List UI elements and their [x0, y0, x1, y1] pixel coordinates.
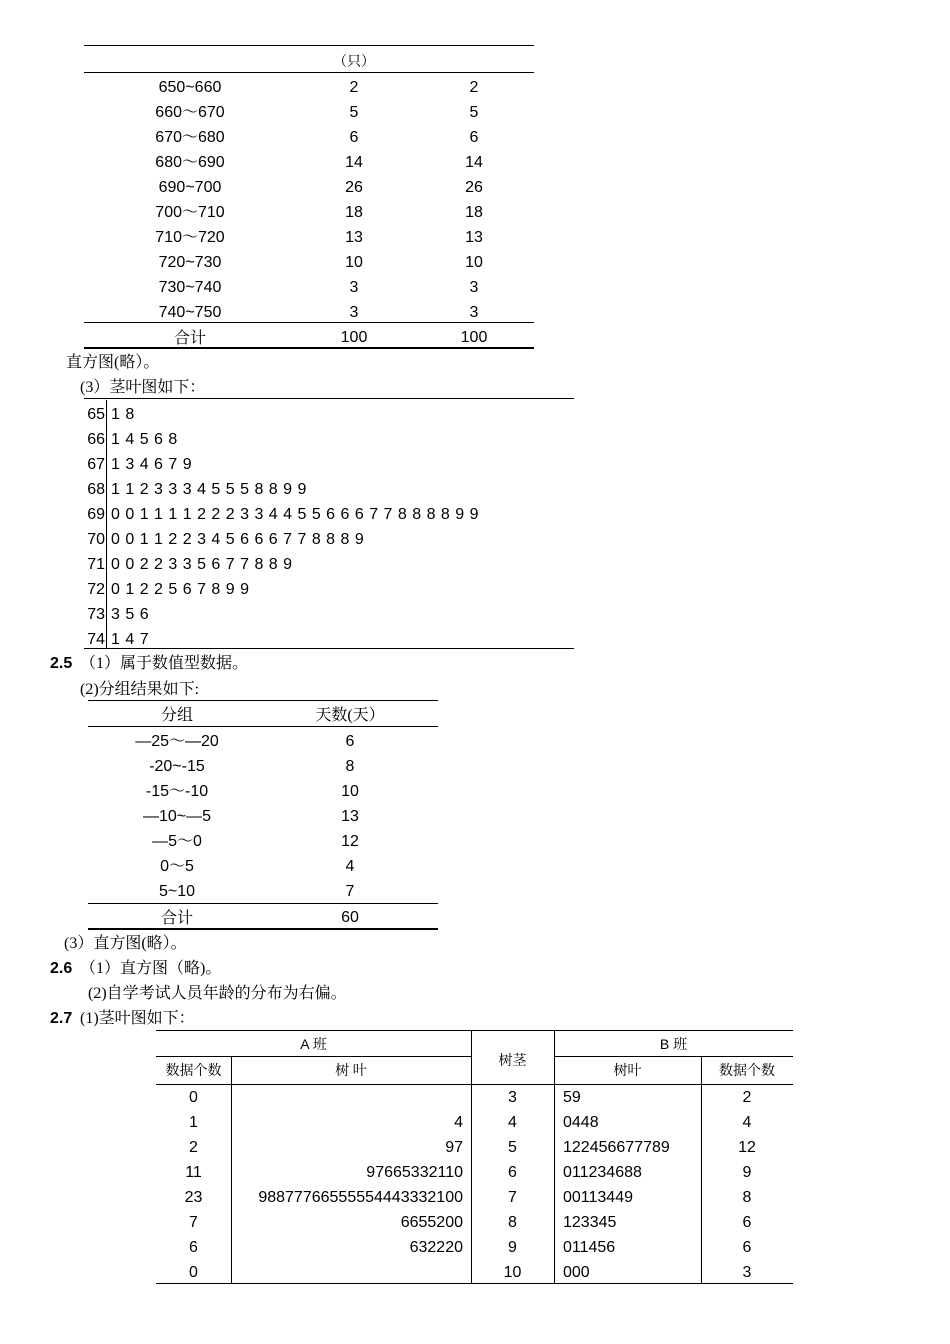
- leaf-values: 1 4 5 6 8: [111, 431, 178, 448]
- group-cell: —5～0: [152, 833, 202, 850]
- days-cell: 13: [341, 808, 359, 825]
- a-leaf-cell: 4: [454, 1114, 463, 1131]
- stem-leaf-bottom-rule: [84, 648, 574, 649]
- a-leaf-header: 树 叶: [335, 1064, 367, 1079]
- stem-value: 67: [87, 456, 105, 473]
- stem-value: 68: [87, 481, 105, 498]
- total-value: 60: [341, 909, 359, 926]
- stem-cell: 5: [508, 1139, 517, 1156]
- section-line: (2)分组结果如下:: [80, 681, 200, 698]
- count-cell: 3: [349, 279, 359, 296]
- leaf-values: 0 0 2 2 3 3 5 6 7 7 8 8 9: [111, 556, 293, 573]
- count-cell: 13: [465, 229, 483, 246]
- a-count-cell: 11: [185, 1164, 202, 1181]
- range-cell: 730~740: [158, 279, 222, 296]
- stem-value: 70: [87, 531, 105, 548]
- range-cell: 740~750: [158, 304, 222, 321]
- range-cell: 650~660: [158, 79, 222, 96]
- stem-value: 71: [87, 556, 105, 573]
- leaf-values: 1 4 7: [111, 631, 150, 648]
- stem-leaf-top-rule: [84, 398, 574, 399]
- count-cell: 6: [469, 129, 479, 146]
- header-rule: [88, 726, 438, 727]
- days-cell: 4: [345, 858, 355, 875]
- group-cell: -20~-15: [149, 758, 205, 775]
- range-cell: 690~700: [158, 179, 222, 196]
- count-cell: 26: [465, 179, 483, 196]
- table-bottom-rule: [84, 347, 534, 349]
- stem-header: 树茎: [498, 1054, 527, 1069]
- days-cell: 6: [345, 733, 355, 750]
- range-cell: 700～710: [155, 204, 225, 221]
- total-rule: [84, 322, 534, 323]
- a-count-cell: 7: [189, 1214, 198, 1231]
- b-leaf-cell: 59: [563, 1089, 581, 1106]
- b-count-cell: 6: [742, 1214, 752, 1231]
- count-cell: 18: [345, 204, 363, 221]
- count-cell: 5: [349, 104, 359, 121]
- a-leaf-cell: [231, 1085, 463, 1110]
- b-leaf-cell: 000: [563, 1264, 590, 1281]
- a-class-header: A 班: [300, 1036, 327, 1052]
- section-line: (3）直方图(略）。: [64, 935, 187, 952]
- a-leaf-cell: 97665332110: [366, 1164, 463, 1181]
- count-cell: 14: [345, 154, 363, 171]
- header-rule: [84, 72, 534, 73]
- group-cell: 5~10: [158, 883, 196, 900]
- leaf-values: 1 8: [111, 406, 135, 423]
- count-cell: 5: [469, 104, 479, 121]
- b-count-cell: 3: [742, 1264, 752, 1281]
- section-number: 2.7: [50, 1010, 73, 1027]
- count-cell: 3: [469, 279, 479, 296]
- stem-value: 65: [87, 406, 105, 423]
- a-count-cell: 6: [189, 1239, 198, 1256]
- count-cell: 26: [345, 179, 363, 196]
- count-cell: 3: [469, 304, 479, 321]
- stem-cell: 7: [508, 1189, 517, 1206]
- range-cell: 660～670: [155, 104, 225, 121]
- a-leaf-cell: [231, 1260, 463, 1285]
- leaf-values: 0 1 2 2 5 6 7 8 9 9: [111, 581, 250, 598]
- a-count-cell: 0: [189, 1089, 198, 1106]
- a-class-rule: [156, 1056, 471, 1057]
- leaf-values: 1 3 4 6 7 9: [111, 456, 193, 473]
- b-leaf-cell: 00113449: [563, 1189, 633, 1206]
- b-count-cell: 4: [742, 1114, 752, 1131]
- stem-value: 74: [87, 631, 105, 648]
- b-count-cell: 2: [742, 1089, 752, 1106]
- range-cell: 680～690: [155, 154, 225, 171]
- total-label: 合计: [173, 330, 206, 347]
- total-cumulative: 100: [460, 329, 488, 346]
- stem-cell: 9: [508, 1239, 517, 1256]
- unit-header: （只）: [333, 55, 375, 70]
- count-cell: 2: [469, 79, 479, 96]
- count-cell: 10: [465, 254, 483, 271]
- a-leaf-cell: 98877766555554443332100: [258, 1189, 463, 1206]
- range-cell: 710～720: [155, 229, 225, 246]
- table-top-rule: [84, 45, 534, 46]
- days-cell: 7: [345, 883, 355, 900]
- header-days: 天数(天）: [315, 707, 385, 724]
- a-leaf-cell: 97: [445, 1139, 463, 1156]
- stem-cell: 4: [508, 1114, 517, 1131]
- b-count-header: 数据个数: [719, 1064, 775, 1079]
- b-leaf-cell: 011456: [563, 1239, 616, 1256]
- stem-value: 66: [87, 431, 105, 448]
- group-cell: -15～-10: [145, 783, 209, 800]
- stem-cell: 3: [508, 1089, 517, 1106]
- table-top-rule: [156, 1030, 793, 1031]
- b-leaf-header: 树叶: [613, 1064, 642, 1079]
- stem-value: 69: [87, 506, 105, 523]
- count-cell: 10: [345, 254, 363, 271]
- b-count-cell: 8: [742, 1189, 752, 1206]
- histogram-note: 直方图(略）。: [66, 354, 160, 371]
- total-rule: [88, 903, 438, 904]
- total-label: 合计: [160, 910, 193, 927]
- b-count-cell: 9: [742, 1164, 752, 1181]
- b-class-header: B 班: [659, 1036, 688, 1052]
- stem-cell: 8: [508, 1214, 517, 1231]
- a-count-header: 数据个数: [165, 1064, 222, 1079]
- section-line: （1）属于数值型数据。: [80, 655, 249, 672]
- total-value: 100: [340, 329, 368, 346]
- a-leaf-cell: 6655200: [400, 1214, 463, 1231]
- a-count-cell: 23: [184, 1189, 203, 1206]
- a-count-cell: 1: [189, 1114, 198, 1131]
- stem-value: 72: [87, 581, 105, 598]
- header-group: 分组: [160, 707, 193, 724]
- b-count-cell: 6: [742, 1239, 752, 1256]
- b-class-rule: [554, 1056, 793, 1057]
- stem-divider: [106, 400, 107, 648]
- section-line: (1)茎叶图如下：: [80, 1010, 195, 1027]
- group-cell: —10~—5: [142, 808, 212, 825]
- b-leaf-cell: 123345: [563, 1214, 617, 1231]
- b-count-cell: 12: [738, 1139, 756, 1156]
- count-cell: 2: [349, 79, 359, 96]
- a-count-cell: 2: [189, 1139, 198, 1156]
- leaf-values: 0 0 1 1 1 1 2 2 2 3 3 4 4 5 5 6 6 6 7 7 8 8 8 8 9 9: [111, 506, 479, 523]
- stem-cell: 10: [503, 1264, 522, 1281]
- days-cell: 12: [341, 833, 359, 850]
- count-cell: 3: [349, 304, 359, 321]
- section-line: (2)自学考试人员年龄的分布为右偏。: [88, 985, 347, 1002]
- days-cell: 8: [345, 758, 355, 775]
- count-cell: 13: [345, 229, 363, 246]
- table-bottom-rule: [88, 928, 438, 930]
- table-top-rule: [88, 700, 438, 701]
- a-count-cell: 0: [189, 1264, 198, 1281]
- group-cell: —25～—20: [135, 733, 219, 750]
- group-cell: 0～5: [160, 858, 194, 875]
- leaf-values: 0 0 1 1 2 2 3 4 5 6 6 6 7 7 8 8 8 9: [111, 531, 365, 548]
- a-leaf-cell: 632220: [409, 1239, 463, 1256]
- b-leaf-cell: 122456677789: [563, 1139, 670, 1156]
- b-leaf-cell: 011234688: [563, 1164, 642, 1181]
- b-leaf-cell: 0448: [563, 1114, 599, 1131]
- range-cell: 670～680: [155, 129, 225, 146]
- section-number: 2.5: [50, 655, 73, 672]
- leaf-values: 1 1 2 3 3 3 4 5 5 5 8 8 9 9: [111, 481, 307, 498]
- stem-value: 73: [87, 606, 105, 623]
- stem-leaf-title: (3）茎叶图如下：: [80, 379, 206, 396]
- count-cell: 6: [349, 129, 359, 146]
- stem-cell: 6: [508, 1164, 517, 1181]
- section-number: 2.6: [50, 960, 73, 977]
- range-cell: 720~730: [158, 254, 222, 271]
- count-cell: 18: [465, 204, 483, 221]
- section-line: （1）直方图（略)。: [80, 960, 222, 977]
- leaf-values: 3 5 6: [111, 606, 150, 623]
- count-cell: 14: [465, 154, 483, 171]
- days-cell: 10: [341, 783, 359, 800]
